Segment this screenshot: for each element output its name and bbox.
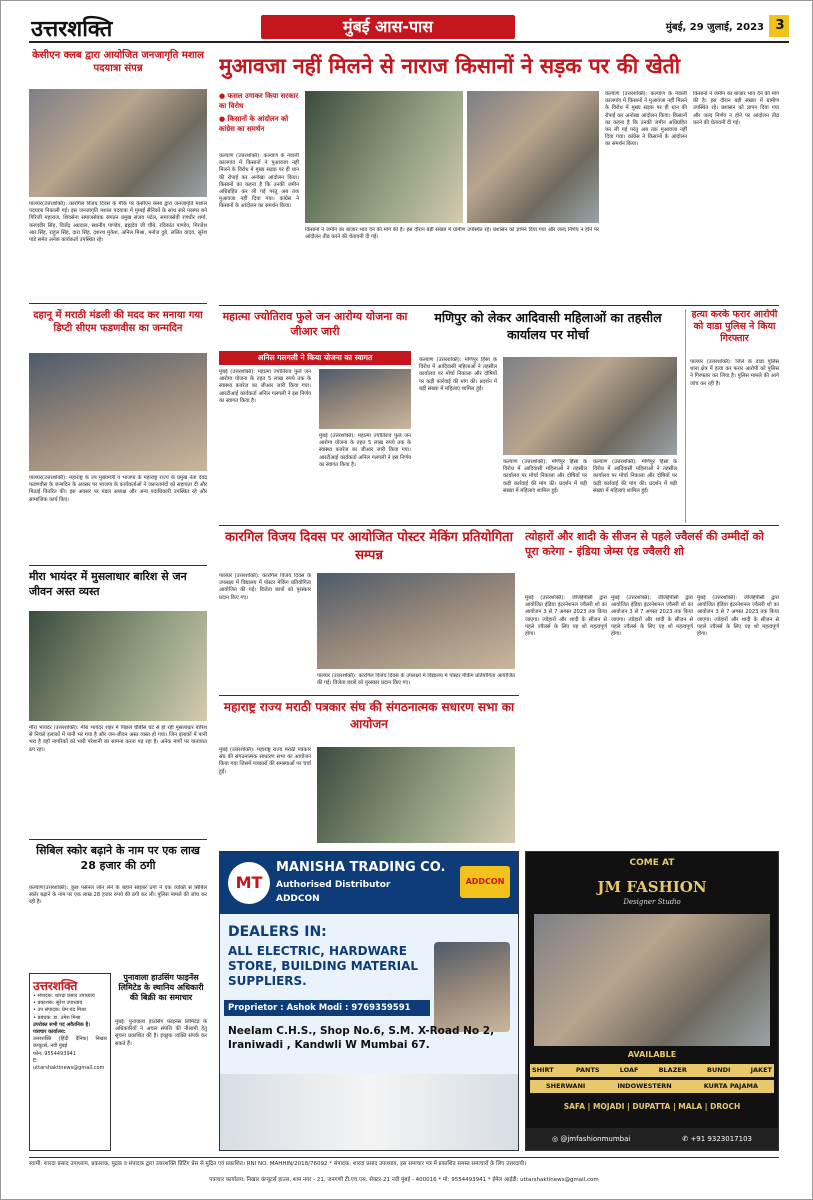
- photo-manipur-protest: [503, 357, 677, 455]
- jm-item: SHIRT: [532, 1066, 554, 1074]
- ad-distributor-label: Authorised Distributor: [276, 880, 391, 890]
- imprint-logo: उत्तरशक्ति: [33, 979, 78, 993]
- story-manipur-col3: कल्याण (उत्तरशक्ति): मणिपुर हिंसा के विरोध में आदिवासी महिलाओं ने तहसील कार्यालय पर मोर्चा निकाला और दोषियों पर कड़ी कार्रवाई की मांग की। प्रदर्शन में बड़ी संख्या में महिलाएं शामिल हुईं।: [593, 459, 677, 494]
- photo-patrakar-meeting: [317, 747, 515, 843]
- divider: [219, 525, 779, 526]
- imprint-line: फोन: 9554493941: [33, 1050, 77, 1057]
- story-patrakar-col1: मुंबई (उत्तरशक्ति): महाराष्ट्र राज्य मराठी पत्रकार संघ की संगठनात्मक साधारण सभा का आयोजन किया गया जिसमें पत्रकारों की समस्याओं पर चर्चा हुई।: [219, 747, 311, 775]
- addcon-logo: ADDCON: [460, 866, 510, 898]
- main-story-col1: कल्याण (उत्तरशक्ति): कल्याण के नेवाली कालगांव में किसानों ने मुआवजा नहीं मिलने के विरोध में मुख्य सड़क पर ही धान की रोपाई कर अनोखा आंदोलन किया। किसानों का कहना है कि उनकी जमीन अधिग्रहित कर ली गई परंतु अब तक मुआवजा नहीं दिया गया। कांग्रेस ने किसानों के आंदोलन का समर्थन किया।: [219, 153, 299, 210]
- headline-patrakar-sangh: महाराष्ट्र राज्य मराठी पत्रकार संघ की संगठनात्मक सधारण सभा का आयोजन: [223, 700, 515, 731]
- ad-dealers-line: ALL ELECTRIC, HARDWARE STORE, BUILDING MATERIAL SUPPLIERS.: [228, 944, 419, 988]
- divider: [29, 303, 207, 304]
- imprint-line: • प्रबंधक: डा. उमेश मिश्रा: [33, 1014, 81, 1021]
- jm-row2: [530, 1080, 774, 1093]
- photo-road-farming-1: [305, 91, 463, 223]
- ad-body: [220, 914, 518, 1150]
- photo-proprietor: [434, 942, 510, 1032]
- jm-item: PANTS: [575, 1066, 600, 1074]
- jm-tagline: Designer Studio: [623, 898, 681, 906]
- imprint-line: • संपादक: शारदा प्रसाद उपाध्याय: [33, 993, 95, 999]
- footer-line-2: पत्राचार कार्यालय: निखार कंप्यूटर्स हाउस, शाम नगर - 21, जनगणी टी.एच.एस. सेक्टर-21 नवी मुंबई - 400016 * मो: 9554493941 * ईमेल आईडी: uttarshaktinews@gmail.com: [209, 1177, 599, 1183]
- masthead-logo: उत्तरशक्ति: [31, 17, 113, 41]
- imprint-line: उत्तरशक्ति (हिंदी दैनिक) निखार कंप्यूटर्स, नवी मुंबई: [33, 1036, 107, 1050]
- left-column: [29, 47, 207, 1151]
- headline-mashal: केसीएन क्लब द्वारा आयोजित जनजागृति मशाल पदयात्रा संपन्न: [32, 50, 204, 74]
- photo-anil-galgali: [319, 369, 411, 429]
- jm-brand-name: JM FASHION: [597, 878, 707, 896]
- jm-available: AVAILABLE: [627, 1050, 677, 1059]
- notice-text: मुंबई: पुनावाला हाउसिंग फाइनेंस लिमिटेड के अधिकारियों ने अचल संपत्ति की नीलामी हेतु सूचना प्रकाशित की है। इच्छुक व्यक्ति संपर्क कर सकते हैं।: [115, 1019, 207, 1047]
- main-story-col2: किसानों ने जमीन का बाजार भाव देने की मांग की है। इस दौरान बड़ी संख्या में ग्रामीण उपस्थित रहे। प्रशासन को ज्ञापन दिया गया और जल्द निर्णय न होने पर आंदोलन तीव्र करने की चेतावनी दी गई।: [305, 227, 599, 241]
- story-jewellery-col2: मुंबई (उत्तरशक्ति): जीजेईपीसी द्वारा आयोजित इंडिया इंटरनेशनल ज्वैलरी शो का आयोजन 3 से 7 अगस्त 2023 तक किया जाएगा। त्योहारों और शादी के सीजन से पहले ज्वैलर्स के लिए यह शो महत्वपूर्ण होगा।: [611, 595, 693, 638]
- notice-box: [115, 973, 207, 1151]
- jm-item: KURTA PAJAMA: [703, 1082, 758, 1090]
- ad-jm-fashion: [525, 851, 779, 1151]
- jm-item: BUNDI: [706, 1066, 731, 1074]
- right-box: [685, 309, 779, 523]
- ad-header: [220, 852, 518, 914]
- ad-company-name: MANISHA TRADING CO.: [276, 860, 446, 875]
- photo-kargil-students: [317, 573, 515, 669]
- story-health-col1: मुंबई (उत्तरशक्ति): महात्मा ज्योतिराव फुले जन आरोग्य योजना के तहत 5 लाख रुपये तक के स्वास्थ्य कवरेज का जीआर जारी किया गया। आरटीआई कार्यकर्ता अनिल गलगली ने इस निर्णय का स्वागत किया है।: [219, 369, 311, 404]
- notice-headline: पुनावाला हाउसिंग फाइनेंस लिमिटेड के स्थानिय अधिकारी की बिक्री का समाचार: [118, 973, 204, 1002]
- divider: [29, 565, 207, 566]
- story-kargil-col2: पालघर (उत्तरशक्ति): कारगिल विजय दिवस के उपलक्ष्य में विद्यालय में पोस्टर मेकिंग प्रतियोगिता आयोजित की गई। विजेता छात्रों को पुरस्कार प्रदान किए गए।: [317, 673, 515, 687]
- story-jewellery-col1: मुंबई (उत्तरशक्ति): जीजेईपीसी द्वारा आयोजित इंडिया इंटरनेशनल ज्वैलरी शो का आयोजन 3 से 7 अगस्त 2023 तक किया जाएगा। त्योहारों और शादी के सीजन से पहले ज्वैलर्स के लिए यह शो महत्वपूर्ण होगा।: [525, 595, 607, 638]
- phone-number[interactable]: [682, 1135, 752, 1143]
- ad-brand-strip: [220, 1074, 518, 1150]
- headline-dahanu: दहानू में मराठी मंडली की मदद कर मनाया गया डिप्टी सीएम फडणवीस का जन्मदिन: [33, 310, 203, 334]
- ad-proprietor: Proprietor : Ashok Modi : 9769359591: [224, 1000, 430, 1016]
- phone-text: +91 9323017103: [690, 1135, 752, 1143]
- footer-line-1: स्वामी: शारदा प्रसाद उपाध्याय, प्रकाशक, मुद्रक व संपादक द्वारा उत्तरशक्ति प्रिंटिंग प्रेस से मुद्रित एवं प्रकाशित। RNI NO. MAHHIN/2018/76092 * संपादक: शारदा प्रसाद उपाध्याय, इस समाचार पत्र में प्रकाशित समस्त समाचारों के लिए उत्तरदायी।: [29, 1161, 527, 1167]
- divider: [219, 695, 519, 696]
- headline-health-scheme: महात्मा ज्योतिराव फुले जन आरोग्य योजना का जीआर जारी: [222, 310, 408, 338]
- instagram-handle[interactable]: [552, 1135, 630, 1143]
- main-headline: मुआवजा नहीं मिलने से नाराज किसानों ने सड़क पर की खेती: [219, 54, 681, 78]
- instagram-icon: ◎: [551, 1135, 561, 1143]
- headline-cibil-fraud: सिबिल स्कोर बढ़ाने के नाम पर एक लाख 28 हजार की ठगी: [36, 844, 200, 872]
- story-kargil-col1: पालघर (उत्तरशक्ति): कारगिल विजय दिवस के उपलक्ष्य में विद्यालय में पोस्टर मेकिंग प्रतियोगिता आयोजित की गई। विजेता छात्रों को पुरस्कार प्रदान किए गए।: [219, 573, 311, 601]
- bullet-item: ● फसल उगाकर किया सरकार का विरोध: [219, 92, 299, 110]
- bullet-list: [219, 91, 299, 151]
- page-number: 3: [769, 15, 789, 37]
- photo-road-farming-2: [467, 91, 599, 223]
- jm-come-at: COME AT: [629, 858, 675, 868]
- photo-flood: [29, 611, 207, 721]
- story-manipur-col2: कल्याण (उत्तरशक्ति): मणिपुर हिंसा के विरोध में आदिवासी महिलाओं ने तहसील कार्यालय पर मोर्चा निकाला और दोषियों पर कड़ी कार्रवाई की मांग की। प्रदर्शन में बड़ी संख्या में महिलाएं शामिल हुईं।: [503, 459, 587, 494]
- photo-models: [534, 914, 770, 1046]
- ad-address: Neelam C.H.S., Shop No.6, S.M. X-Road No 2, Iraniwadi , Kandwli W Mumbai 67.: [228, 1025, 495, 1051]
- jm-item: LOAF: [619, 1066, 639, 1074]
- imprint-line: उपरोक्त सभी पद अवैतनिक है।: [33, 1021, 91, 1028]
- ad-dealers-label: DEALERS IN:: [228, 924, 327, 940]
- imprint-line: • प्रकाशक: सुरेश उपाध्याय: [33, 1000, 83, 1007]
- photo-dahanu: [29, 353, 207, 471]
- story-mira-bhayandar: मीरा भायंदर (उत्तरशक्ति): मीरा भायंदर शहर में पिछले चौबीस घंटे से हो रही मूसलाधार बारिश से निचले इलाकों में पानी भर गया है और जन-जीवन अस्त व्यस्त हो गया। जिन इलाकों में पानी भरा है वहाँ नागरिकों को भारी परेशानी का सामना करना पड़ रहा है। अनेक मार्गों पर यातायात ठप रहा।: [29, 725, 207, 753]
- section-banner: मुंबई आस-पास: [261, 15, 515, 39]
- ad-manisha-trading: [219, 851, 519, 1151]
- imprint-line: पत्राचार कार्यालय:: [33, 1029, 66, 1036]
- jm-item: INDOWESTERN: [617, 1082, 672, 1090]
- subhead-galgali: अनिल गलगली ने किया योजना का स्वागत: [219, 351, 411, 365]
- story-dahanu: पालघर(उत्तरशक्ति): महाराष्ट्र के उप मुख्यमंत्री व भाजपा के महाराष्ट्र राज्य के प्रमुख नेता देवेंद्र फडणवीस के जन्मदिन के अवसर पर भाजपा के कार्यकर्ताओं ने जरूरतमंदों को सहायता दी और मिठाई वितरित की। इस अवसर पर मंडल अध्यक्ष और अन्य पदाधिकारी उपस्थित रहे और सामाजिक कार्य किए।: [29, 475, 207, 503]
- jm-item: BLAZER: [658, 1066, 687, 1074]
- ad-logo-mt: MT: [228, 862, 270, 904]
- bullet-text: किसानों के आंदोलन को कांग्रेस का समर्थन: [219, 115, 289, 133]
- story-cibil-fraud: कल्याण(उत्तरशक्ति): कुछ पर्सनल लोन लेने के बहाने साइबर ठगों ने एक व्यक्ति से सिबिल स्कोर बढ़ाने के नाम पर एक लाख 28 हजार रुपये की ठगी कर ली। पुलिस मामले की जांच कर रही है।: [29, 885, 207, 906]
- imprint-line: E: uttarshaktinews@gmail.com: [33, 1057, 105, 1072]
- photo-mashal-rally: [29, 89, 207, 197]
- story-jewellery-col3: मुंबई (उत्तरशक्ति): जीजेईपीसी द्वारा आयोजित इंडिया इंटरनेशनल ज्वैलरी शो का आयोजन 3 से 7 अगस्त 2023 तक किया जाएगा। त्योहारों और शादी के सीजन से पहले ज्वैलर्स के लिए यह शो महत्वपूर्ण होगा।: [697, 595, 779, 638]
- bullet-text: फसल उगाकर किया सरकार का विरोध: [219, 92, 299, 110]
- jm-row3: SAFA | MOJADI | DUPATTA | MALA | DROCH: [563, 1102, 741, 1111]
- instagram-text: @jmfashionmumbai: [560, 1135, 631, 1143]
- issue-date: मुंबई, 29 जुलाई, 2023: [665, 22, 764, 33]
- masthead: [29, 13, 789, 43]
- headline-wada-police: हत्या करके फरार आरोपी को वाडा पुलिस ने किया गिरफ्तार: [691, 309, 778, 344]
- story-wada-police: पालघर (उत्तरशक्ति): जिले के वाडा पुलिस थाना क्षेत्र में हत्या कर फरार आरोपी को पुलिस ने गिरफ्तार कर लिया है। पुलिस मामले की आगे जांच कर रही है।: [690, 359, 779, 387]
- story-mashal: पालघर(उत्तरशक्ति): कारगिल विजय दिवस के मौके पर केसीएन क्लब द्वारा जनजागृति मशाल पदयात्रा निकाली गई। इस जनजागृति मशाल पदयात्रा में मुम्बई सैनिकों के साथ सारे परस्पर बने गिरिजी महाराज, शिवसेना समाजसेवक संगठन प्रमुख संजय पटेल, समाजसेवी रणधीर शर्मा, करणवीर सिंह, विजेंद्र अग्रवाल, स्थानीय पाण्डेय, ब्रह्मदेव जी चौबे, रविकांत पाण्डेय, गिरजेश आर.सिंह, राहुल सिंह, दारा सिंह, दशरथ मुकेश, अनिल मिश्रा, मनोज दुबे, ललित यादव, सुरेश पांडे समेत अनेक कार्यकर्ता उपस्थित रहे।: [29, 201, 207, 244]
- headline-manipur: मणिपुर को लेकर आदिवासी महिलाओं का तहसील कार्यालय पर मोर्चा: [434, 310, 662, 342]
- ad-brand: ADDCON: [276, 894, 320, 904]
- main-story-col4: किसानों ने जमीन का बाजार भाव देने की मांग की है। इस दौरान बड़ी संख्या में ग्रामीण उपस्थित रहे। प्रशासन को ज्ञापन दिया गया और जल्द निर्णय न होने पर आंदोलन तीव्र करने की चेतावनी दी गई।: [693, 91, 779, 126]
- jm-footer: [526, 1128, 778, 1150]
- footer: [29, 1157, 779, 1193]
- divider: [29, 839, 207, 840]
- story-manipur-col1: कल्याण (उत्तरशक्ति): मणिपुर हिंसा के विरोध में आदिवासी महिलाओं ने तहसील कार्यालय पर मोर्चा निकाला और दोषियों पर कड़ी कार्रवाई की मांग की। प्रदर्शन में बड़ी संख्या में महिलाएं शामिल हुईं।: [419, 357, 497, 392]
- main-story-col3: कल्याण (उत्तरशक्ति): कल्याण के नेवाली कालगांव में किसानों ने मुआवजा नहीं मिलने के विरोध में मुख्य सड़क पर ही धान की रोपाई कर अनोखा आंदोलन किया। किसानों का कहना है कि उनकी जमीन अधिग्रहित कर ली गई परंतु अब तक मुआवजा नहीं दिया गया। कांग्रेस ने किसानों के आंदोलन का समर्थन किया।: [605, 91, 687, 148]
- phone-icon: ✆: [682, 1135, 691, 1143]
- jm-row1: [530, 1064, 774, 1077]
- bullet-item: ● किसानों के आंदोलन को कांग्रेस का समर्थन: [219, 115, 289, 133]
- headline-jewellery-show: त्योहारों और शादी के सीजन से पहले ज्वैलर्स की उम्मीदों को पूरा करेगा - इंडिया जेम्स एंड ज्वैलरी शो: [525, 530, 764, 558]
- divider: [219, 305, 779, 306]
- jm-item: SHERWANI: [545, 1082, 586, 1090]
- imprint-line: • उप संपादक: प्रेम चंद मिश्रा: [33, 1007, 86, 1014]
- headline-mira-bhayandar: मीरा भायंदर में मुसलाधार बारिश से जन जीवन अस्त व्यस्त: [29, 570, 187, 598]
- imprint-box: [29, 973, 111, 1151]
- story-health-col2: मुंबई (उत्तरशक्ति): महात्मा ज्योतिराव फुले जन आरोग्य योजना के तहत 5 लाख रुपये तक के स्वास्थ्य कवरेज का जीआर जारी किया गया। आरटीआई कार्यकर्ता अनिल गलगली ने इस निर्णय का स्वागत किया है।: [319, 433, 411, 468]
- headline-kargil-poster: कारगिल विजय दिवस पर आयोजित पोस्टर मेकिंग प्रतियोगिता सम्पन्न: [225, 530, 513, 563]
- jm-item: JAKET: [750, 1066, 772, 1074]
